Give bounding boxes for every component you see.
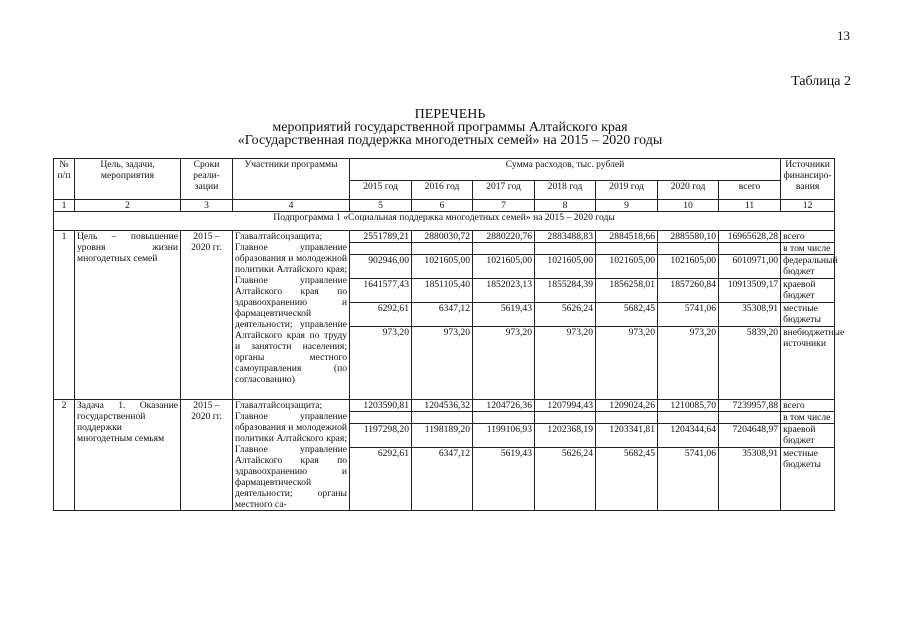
source-cell: всего [781, 400, 834, 412]
column-number: 1 [54, 200, 75, 212]
column-number: 11 [719, 200, 781, 212]
value-cell: 2551789,21 [350, 231, 411, 243]
source-cell: краевой бюджет [781, 279, 834, 303]
value-cell: 973,20 [443, 327, 470, 338]
total-values [719, 231, 780, 399]
value-cell: 5741,06 [658, 303, 718, 327]
year-values-2020 [658, 400, 718, 508]
subprogram-row [54, 212, 835, 231]
source-cell: внебюджетные источники [783, 327, 845, 349]
value-cell: 1199106,93 [473, 424, 534, 448]
row-number: 2 [54, 400, 75, 511]
year-values-2016 [412, 400, 472, 508]
value-cell: 973,20 [628, 327, 655, 338]
source-cell: федеральный бюджет [783, 255, 838, 277]
source-cell: в том числе [781, 243, 834, 255]
year-values-2015 [350, 231, 411, 399]
value-cell [658, 412, 718, 424]
header-sources: Источники финансиро-вания [781, 159, 835, 200]
column-number: 9 [596, 200, 658, 212]
year-values-2018 [535, 400, 595, 508]
row-number: 1 [54, 231, 75, 400]
value-cell: 1203341,81 [596, 424, 657, 448]
column-number: 8 [535, 200, 596, 212]
header-year: 2015 год [350, 181, 412, 200]
value-cell: 2885580,10 [658, 231, 718, 243]
year-values-2018 [535, 231, 595, 399]
year-values-2019 [596, 231, 657, 399]
value-cell: 35308,91 [719, 303, 780, 327]
value-cell [719, 412, 780, 424]
column-number: 7 [473, 200, 535, 212]
header-row [54, 159, 835, 181]
total-values [719, 400, 780, 508]
value-cell: 35308,91 [742, 448, 779, 459]
header-year: 2017 год [473, 181, 535, 200]
header-no: № п/п [54, 159, 75, 200]
value-cell [473, 412, 534, 424]
table-row [54, 400, 835, 511]
value-cell: 6347,12 [412, 303, 472, 327]
value-cell: 1021605,00 [535, 255, 595, 279]
subtitle-line-2: «Государственная поддержка многодетных семей» на 2015 – 2020 годы [237, 133, 663, 148]
value-cell: 973,20 [566, 327, 593, 338]
funding-sources [781, 231, 845, 399]
value-cell: 1021605,00 [412, 255, 472, 279]
value-cell: 7204648,97 [719, 424, 780, 448]
subprogram-title: Подпрограмма 1 «Социальная поддержка многодетных семей» на 2015 – 2020 годы [54, 212, 835, 231]
column-number: 10 [658, 200, 719, 212]
header-sum: Сумма расходов, тыс. рублей [350, 159, 781, 181]
value-cell: 16965628,28 [719, 231, 780, 243]
table-row [54, 231, 835, 400]
value-cell [658, 243, 718, 255]
value-cell: 973,20 [505, 327, 532, 338]
value-cell: 5682,45 [623, 448, 655, 459]
value-cell [535, 412, 595, 424]
value-cell [350, 412, 411, 424]
value-cell: 1203590,81 [350, 400, 411, 412]
value-cell: 6010971,00 [719, 255, 780, 279]
value-cell: 6347,12 [438, 448, 470, 459]
value-cell [596, 412, 657, 424]
source-cell: в том числе [781, 412, 834, 424]
value-cell [596, 243, 657, 255]
value-cell: 1204726,36 [473, 400, 534, 412]
value-cell [350, 243, 411, 255]
value-cell: 5682,45 [596, 303, 657, 327]
value-cell: 1204536,32 [412, 400, 472, 412]
value-cell: 1021605,00 [596, 255, 657, 279]
value-cell: 1856258,01 [596, 279, 657, 303]
column-number: 12 [781, 200, 835, 212]
header-year: 2020 год [658, 181, 719, 200]
value-cell: 5626,24 [561, 448, 593, 459]
value-cell: 1855284,39 [535, 279, 595, 303]
row-period: 2015 – 2020 гг. [181, 231, 233, 400]
value-cell: 2883488,83 [535, 231, 595, 243]
header-year: 2018 год [535, 181, 596, 200]
year-values-2020 [658, 231, 718, 399]
column-number: 6 [412, 200, 473, 212]
row-goal: Задача 1. Оказание государственной поддержки многодетным семьям [75, 400, 181, 511]
value-cell: 6292,61 [377, 448, 409, 459]
value-cell: 5619,43 [473, 303, 534, 327]
value-cell: 1204344,64 [658, 424, 718, 448]
year-values-2015 [350, 400, 411, 508]
row-participants: Главалтайсоцзащита; Главное управление образования и молодежной политики Алтайского края; Главное управление Алтайского края по здравоохранению и фармацевтической деятельности; управление Алтайского края по труду и занятости населения; органы местного самоуправления (по согласованию) [233, 231, 350, 400]
header-goal: Цель, задачи, мероприятия [75, 159, 181, 200]
value-cell: 973,20 [382, 327, 409, 338]
value-cell: 1210085,70 [658, 400, 718, 412]
value-cell: 2880220,76 [473, 231, 534, 243]
activities-table [53, 158, 845, 511]
value-cell: 5741,06 [684, 448, 716, 459]
value-cell: 2880030,72 [412, 231, 472, 243]
column-number: 2 [75, 200, 181, 212]
value-cell: 6292,61 [350, 303, 411, 327]
header-year: 2016 год [412, 181, 473, 200]
header-participants: Участники программы [233, 159, 350, 200]
header-total: всего [719, 181, 781, 200]
value-cell: 7239957,88 [719, 400, 780, 412]
value-cell: 902946,00 [350, 255, 411, 279]
year-values-2019 [596, 400, 657, 508]
header-period: Сроки реали-зации [181, 159, 233, 200]
value-cell: 1021605,00 [473, 255, 534, 279]
value-cell [412, 412, 472, 424]
value-cell: 2884518,66 [596, 231, 657, 243]
row-goal: Цель – повышение уровня жизни многодетных семей [75, 231, 181, 400]
year-values-2017 [473, 400, 534, 508]
column-number: 4 [233, 200, 350, 212]
source-cell: местные бюджеты [783, 448, 821, 470]
source-cell: местные бюджеты [781, 303, 834, 327]
column-numbers-row [54, 200, 835, 212]
value-cell: 1851105,40 [412, 279, 472, 303]
value-cell: 1852023,13 [473, 279, 534, 303]
value-cell: 5619,43 [500, 448, 532, 459]
column-number: 5 [350, 200, 412, 212]
value-cell [719, 243, 780, 255]
value-cell: 1197298,20 [350, 424, 411, 448]
value-cell [535, 243, 595, 255]
value-cell: 1641577,43 [350, 279, 411, 303]
year-values-2016 [412, 231, 472, 399]
value-cell [412, 243, 472, 255]
source-cell: всего [781, 231, 834, 243]
subtitle-line-1: мероприятий государственной программы Алтайского края [272, 120, 628, 135]
source-cell: краевой бюджет [781, 424, 834, 448]
value-cell: 5626,24 [535, 303, 595, 327]
value-cell [473, 243, 534, 255]
value-cell: 1021605,00 [658, 255, 718, 279]
page-number: 13 [837, 28, 850, 43]
row-period: 2015 – 2020 гг. [181, 400, 233, 511]
funding-sources [781, 400, 834, 508]
value-cell: 10913509,17 [719, 279, 780, 303]
document-heading [190, 108, 710, 147]
value-cell: 1198189,20 [412, 424, 472, 448]
value-cell: 5839,20 [746, 327, 779, 338]
value-cell: 1207994,43 [535, 400, 595, 412]
column-number: 3 [181, 200, 233, 212]
row-participants: Главалтайсоцзащита; Главное управление образования и молодежной политики Алтайского края; Главное управление Алтайского края по здравоохранению и фармацевтической деятельности; органы местного са- [233, 400, 350, 511]
value-cell: 1202368,19 [535, 424, 595, 448]
value-cell: 1209024,26 [596, 400, 657, 412]
table-label: Таблица 2 [791, 74, 851, 89]
header-year: 2019 год [596, 181, 658, 200]
value-cell: 973,20 [689, 327, 716, 338]
year-values-2017 [473, 231, 534, 399]
value-cell: 1857260,84 [658, 279, 718, 303]
title: ПЕРЕЧЕНЬ [414, 107, 486, 122]
